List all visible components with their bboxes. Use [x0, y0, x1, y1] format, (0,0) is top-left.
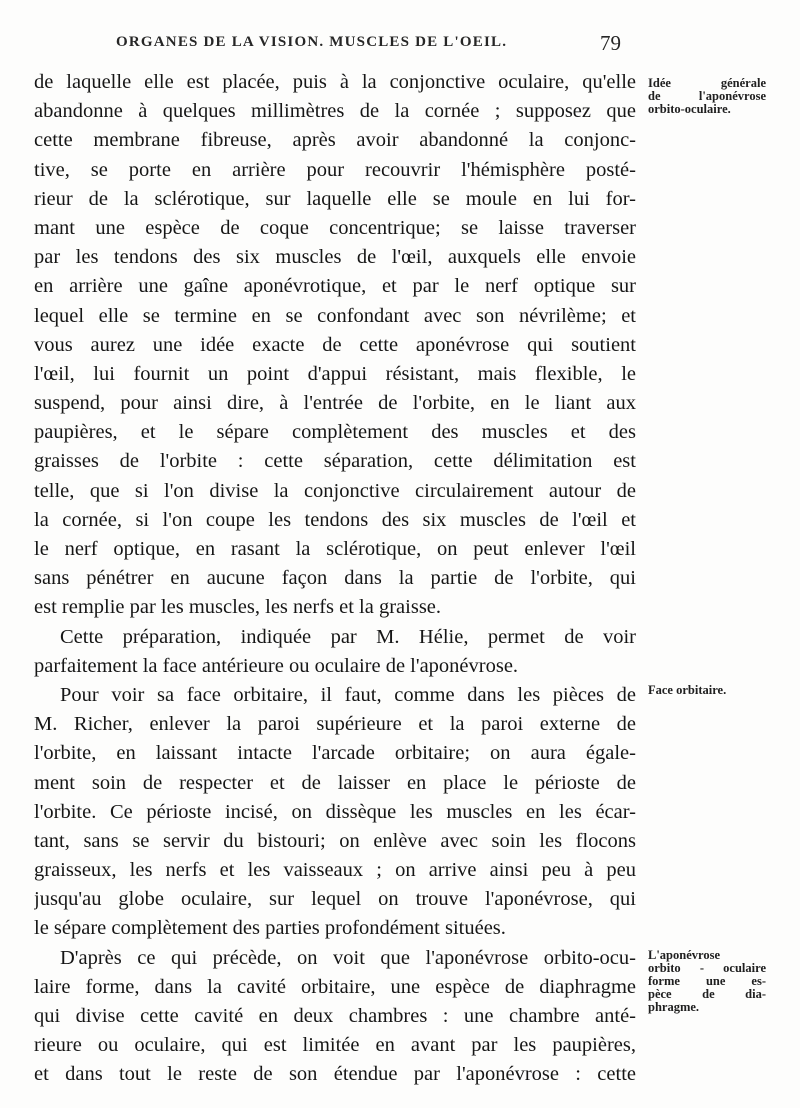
text-line: ment soin de respecter et de laisser en place le périoste de — [34, 771, 636, 794]
page-number: 79 — [600, 31, 621, 55]
text-line: sans pénétrer en aucune façon dans la partie de l'orbite, qui — [34, 567, 636, 590]
margin-note-line: Face orbitaire. — [648, 683, 727, 697]
text-line: graisses de l'orbite : cette séparation, cette délimitation est — [34, 450, 636, 473]
text-line: et dans tout le reste de son étendue par l'aponévrose : cette — [34, 1063, 636, 1086]
margin-note-line: de l'aponévrose — [648, 89, 766, 103]
margin-note-line: orbito - oculaire — [648, 961, 766, 975]
margin-note-line: forme une es- — [648, 974, 766, 988]
margin-note-line: pèce de dia- — [648, 987, 766, 1001]
text-line: laire forme, dans la cavité orbitaire, une espèce de diaphragme — [34, 975, 636, 998]
text-line: tant, sans se servir du bistouri; on enlève avec soin les flocons — [34, 829, 636, 852]
text-line: Pour voir sa face orbitaire, il faut, comme dans les pièces de — [60, 683, 636, 706]
text-line: paupières, et le sépare complètement des muscles et des — [34, 421, 636, 444]
text-line: l'orbite. Ce périoste incisé, on dissèque les muscles en les écar- — [34, 800, 636, 823]
text-line: vous aurez une idée exacte de cette aponévrose qui soutient — [34, 333, 636, 356]
text-line: de laquelle elle est placée, puis à la conjonctive oculaire, qu'elle — [34, 71, 636, 93]
margin-note-diaphragm — [648, 949, 766, 1014]
running-title: ORGANES DE LA VISION. MUSCLES DE L'OEIL. — [116, 34, 508, 50]
text-line: Cette préparation, indiquée par M. Hélie, permet de voir — [60, 625, 636, 648]
text-line: le sépare complètement des parties profondément situées. — [34, 917, 506, 940]
text-line: D'après ce qui précède, on voit que l'aponévrose orbito-ocu- — [60, 946, 636, 969]
text-line: mant une espèce de coque concentrique; se laisse traverser — [34, 216, 636, 239]
margin-note-line: orbito-oculaire. — [648, 102, 731, 116]
text-line: parfaitement la face antérieure ou oculaire de l'aponévrose. — [34, 654, 519, 677]
text-line: tive, se porte en arrière pour recouvrir l'hémisphère posté- — [34, 158, 636, 181]
margin-note-general-idea — [648, 77, 766, 116]
body-text — [34, 68, 636, 1090]
text-line: lequel elle se termine en se confondant avec son névrilème; et — [34, 304, 636, 327]
margin-note-line: phragme. — [648, 1000, 700, 1014]
margin-note-line: Idée générale — [648, 76, 766, 90]
text-line: par les tendons des six muscles de l'œil, auxquels elle envoie — [34, 246, 636, 269]
text-line: est remplie par les muscles, les nerfs et la graisse. — [34, 596, 442, 619]
margin-note-orbital-face — [648, 684, 766, 697]
text-line: qui divise cette cavité en deux chambres : une chambre anté- — [34, 1005, 636, 1027]
text-line: l'œil, lui fournit un point d'appui résistant, mais flexible, le — [34, 362, 636, 385]
text-line: l'orbite, en laissant intacte l'arcade orbitaire; on aura égale- — [34, 742, 636, 765]
text-line: le nerf optique, en rasant la sclérotique, on peut enlever l'œil — [34, 538, 636, 560]
text-line: rieure ou oculaire, qui est limitée en avant par les paupières, — [34, 1034, 636, 1057]
text-line: cette membrane fibreuse, après avoir abandonné la conjonc- — [34, 129, 636, 152]
text-line: suspend, pour ainsi dire, à l'entrée de l'orbite, en le liant aux — [34, 392, 636, 415]
text-line: telle, que si l'on divise la conjonctive circulairement autour de — [34, 479, 636, 502]
text-line: en arrière une gaîne aponévrotique, et par le nerf optique sur — [34, 275, 636, 298]
text-line: jusqu'au globe oculaire, sur lequel on trouve l'aponévrose, qui — [34, 888, 636, 911]
text-line: abandonne à quelques millimètres de la cornée ; supposez que — [34, 100, 636, 123]
text-line: la cornée, si l'on coupe les tendons des six muscles de l'œil et — [34, 508, 636, 531]
text-line: M. Richer, enlever la paroi supérieure et la paroi externe de — [34, 713, 636, 736]
text-line: rieur de la sclérotique, sur laquelle elle se moule en lui for- — [34, 187, 636, 210]
text-line: graisseux, les nerfs et les vaisseaux ; on arrive ainsi peu à peu — [34, 859, 636, 882]
margin-note-line: L'aponévrose — [648, 948, 720, 962]
